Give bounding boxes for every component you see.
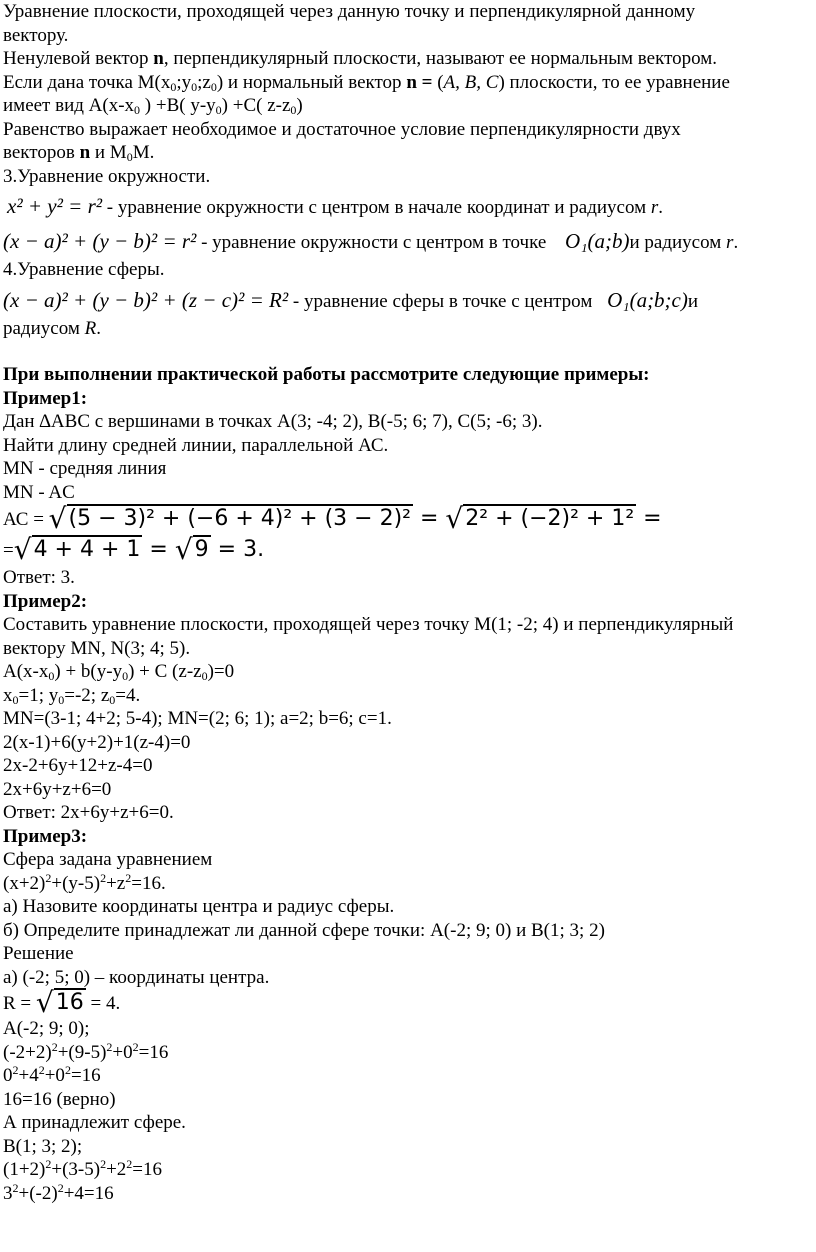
vector-n: n = (406, 71, 433, 93)
example-1-line-2: Найти длину средней линии, параллельной АС. (3, 434, 389, 456)
point-b-calc-1 (3, 1158, 811, 1182)
text: (1+2) (3, 1159, 46, 1180)
text: +0 (44, 1065, 65, 1086)
sphere-radius-line (3, 317, 811, 341)
text: ;z (197, 71, 211, 93)
description: - уравнение сферы в точке с центром (288, 290, 598, 312)
subscript: 0 (201, 669, 208, 683)
abc: A, B, C (443, 71, 499, 93)
radius-formula (3, 986, 811, 1019)
result: = 4. (85, 993, 121, 1014)
example-2-line-2: вектору MN, N(3; 4; 5). (3, 637, 191, 659)
text: М. (132, 142, 155, 163)
superscript: 2 (100, 1157, 107, 1171)
text: +0 (112, 1041, 133, 1063)
text: 3 (3, 1182, 13, 1204)
superscript: 2 (12, 1063, 19, 1077)
sqrt-16 (35, 986, 86, 1019)
radicand: (5 − 3)² + (−6 + 4)² + (3 − 2)² (68, 506, 411, 531)
example-1-title (3, 387, 811, 411)
text: +(-2) (18, 1182, 58, 1204)
radicand: 9 (194, 537, 209, 562)
text: +z (106, 872, 126, 894)
text: +(y-5) (51, 872, 101, 894)
equals: = (413, 506, 446, 531)
center-point: O₁(a;b;c) (607, 287, 688, 312)
question-a: а) Назовите координаты центра и радиус сферы. (3, 896, 395, 917)
subscript: 0 (122, 669, 129, 683)
point-a-calc-2 (3, 1064, 811, 1088)
superscript: 2 (57, 1180, 64, 1195)
example-1-line-3: MN - средняя линия (3, 458, 167, 479)
text: +4 (18, 1065, 39, 1086)
document-page (3, 0, 811, 1205)
theory-line-5 (3, 94, 811, 118)
title-text: Пример1: (3, 387, 88, 409)
example-1-line-1: Дан ∆АВС с вершинами в точках А(3; -4; 2), В(-5; 6; 7), С(5; -6; 3). (3, 411, 543, 432)
text: Ненулевой вектор (3, 48, 154, 69)
superscript: 2 (100, 870, 107, 885)
text: =1; y (18, 684, 59, 706)
text: ) +С( z-z (221, 95, 291, 116)
sqrt-3 (14, 535, 143, 565)
sphere-given-equation (3, 872, 811, 896)
sqrt-4 (175, 535, 211, 565)
subscript: 0 (12, 692, 19, 707)
text: ) + b(y-y (54, 661, 123, 682)
sqrt-1 (49, 504, 413, 534)
text: =-2; z (64, 684, 110, 706)
example-3-title (3, 825, 811, 849)
subscript: 0 (290, 103, 297, 117)
subscript: 0 (215, 103, 222, 117)
sqrt-icon: √ (48, 502, 67, 535)
radius-symbol: R (84, 317, 97, 339)
text: 0 (3, 1065, 13, 1086)
radicand: 16 (55, 990, 84, 1015)
ac-label: АС = (3, 509, 49, 530)
radicand: 2² + (−2)² + 1² (465, 506, 635, 531)
intro-text: При выполнении практической работы рассмотрите следующие примеры: (3, 364, 650, 385)
result: = 3. (210, 537, 265, 562)
text: , перпендикулярный плоскости, называют ее нормальным вектором. (163, 48, 718, 69)
point-a: А(-2; 9; 0); (3, 1018, 90, 1039)
theory-line-7 (3, 141, 811, 165)
superscript: 2 (106, 1039, 113, 1054)
text: . (658, 197, 664, 218)
example-2-line-6: 2(x-1)+6(y+2)+1(z-4)=0 (3, 731, 191, 753)
example-3-line-1: Сфера задана уравнением (3, 849, 213, 870)
example-1-line-4: MN - AC (3, 481, 75, 503)
example-2-line-8: 2x+6y+z+6=0 (3, 778, 112, 800)
superscript: 2 (132, 1039, 139, 1054)
theory-line-3 (3, 47, 811, 71)
equals: = (3, 540, 14, 561)
point-b: В(1; 3; 2); (3, 1135, 83, 1157)
text: ( (432, 71, 444, 93)
subscript: 0 (48, 669, 55, 683)
point-a-conclusion: А принадлежит сфере. (3, 1112, 186, 1133)
subscript: 0 (191, 79, 198, 94)
text: ) (296, 95, 303, 116)
circle-equation-origin (3, 188, 811, 223)
description: - уравнение окружности с центром в точке (196, 232, 552, 253)
point-a-calc-1 (3, 1041, 811, 1065)
text: . (733, 232, 739, 253)
subscript: 0 (170, 79, 177, 94)
text: и радиусом (629, 232, 727, 253)
point-b-calc-2 (3, 1182, 811, 1206)
sphere-equation (3, 282, 811, 317)
title-text: Пример3: (3, 825, 88, 847)
example-2-line-5: MN=(3-1; 4+2; 5-4); MN=(2; 6; 1); a=2; b=6; c=1. (3, 708, 392, 729)
sphere-heading: 4.Уравнение сферы. (3, 259, 165, 280)
description: - уравнение окружности с центром в начале координат и радиусом (102, 197, 651, 218)
circle-heading: 3.Уравнение окружности. (3, 165, 211, 187)
title-text: Пример2: (3, 590, 88, 612)
text: =16. (131, 872, 166, 894)
theory-line-2: вектору. (3, 24, 69, 46)
theory-line-4 (3, 71, 811, 95)
text: и М (90, 142, 127, 163)
superscript: 2 (126, 1157, 133, 1171)
r-label: R = (3, 993, 36, 1014)
solution-heading: Решение (3, 943, 74, 964)
example-2-line-1: Составить уравнение плоскости, проходящей через точку М(1; -2; 4) и перпендикулярный (3, 614, 734, 635)
sqrt-icon: √ (174, 533, 193, 566)
ac-length-result (3, 535, 811, 566)
sqrt-2 (445, 504, 636, 534)
equals: = (636, 506, 662, 531)
formula: (x − a)² + (y − b)² + (z − c)² = R² (3, 287, 289, 312)
spacer (3, 340, 811, 363)
superscript: 2 (45, 1157, 52, 1171)
center-point: O₁(a;b) (565, 229, 630, 253)
text: и (687, 290, 699, 312)
text: +(9-5) (57, 1041, 107, 1063)
example-2-line-4 (3, 684, 811, 708)
vector-n: n (79, 142, 91, 163)
example-2-title (3, 590, 811, 614)
superscript: 2 (125, 870, 132, 885)
text: ) и нормальный вектор (216, 71, 407, 93)
text: )=0 (207, 661, 235, 682)
text: ) +В( y-y (140, 95, 216, 116)
example-2-answer: Ответ: 2x+6y+z+6=0. (3, 802, 174, 823)
circle-equation-center (3, 223, 811, 258)
solution-a: а) (-2; 5; 0) – координаты центра. (3, 966, 270, 988)
sqrt-icon: √ (445, 502, 464, 535)
text: =16 (132, 1159, 163, 1180)
examples-intro (3, 363, 811, 387)
sqrt-icon: √ (13, 533, 32, 566)
superscript: 2 (38, 1063, 45, 1077)
vector-n: n (153, 48, 164, 69)
subscript: 0 (109, 692, 116, 707)
text: радиусом (3, 317, 85, 339)
text: имеет вид А(x-x (3, 95, 135, 116)
text: =16 (138, 1041, 169, 1063)
text: . (96, 317, 101, 339)
subscript: 0 (210, 79, 217, 94)
text: =16 (70, 1065, 101, 1086)
ac-length-formula (3, 504, 811, 535)
question-b: б) Определите принадлежат ли данной сфере точки: А(-2; 9; 0) и В(1; 3; 2) (3, 919, 605, 941)
subscript: 0 (126, 150, 133, 164)
sqrt-icon: √ (35, 986, 54, 1019)
equals: = (142, 537, 175, 562)
text: ;y (176, 71, 192, 93)
example-2-line-7: 2x-2+6y+12+z-4=0 (3, 755, 153, 776)
radius-symbol: r (726, 232, 734, 253)
superscript: 2 (45, 870, 52, 885)
point-a-calc-3: 16=16 (верно) (3, 1088, 116, 1110)
example-2-line-3 (3, 660, 811, 684)
radius-symbol: r (650, 197, 659, 218)
text: (x+2) (3, 872, 46, 894)
text: ) + C (z-z (128, 661, 202, 682)
theory-line-6: Равенство выражает необходимое и достаточное условие перпендикулярности двух (3, 118, 681, 140)
text: +2 (106, 1159, 127, 1180)
theory-line-1: Уравнение плоскости, проходящей через данную точку и перпендикулярной данному (3, 1, 696, 22)
text: (-2+2) (3, 1041, 52, 1063)
text: +(3-5) (51, 1159, 101, 1180)
text: A(x-x (3, 661, 49, 682)
superscript: 2 (51, 1039, 58, 1054)
text: векторов (3, 142, 80, 163)
text: Если дана точка М(x (3, 71, 171, 93)
subscript: 0 (134, 103, 141, 117)
subscript: 0 (58, 692, 65, 707)
formula: x² + y² = r² (7, 194, 103, 218)
example-1-answer: Ответ: 3. (3, 567, 75, 588)
formula: (x − a)² + (y − b)² = r² (3, 229, 197, 253)
text: x (3, 684, 13, 706)
superscript: 2 (12, 1180, 19, 1195)
text: =4. (115, 684, 141, 706)
text: ) плоскости, то ее уравнение (498, 71, 730, 93)
superscript: 2 (64, 1063, 71, 1077)
text: +4=16 (63, 1182, 114, 1204)
radicand: 4 + 4 + 1 (33, 537, 141, 562)
